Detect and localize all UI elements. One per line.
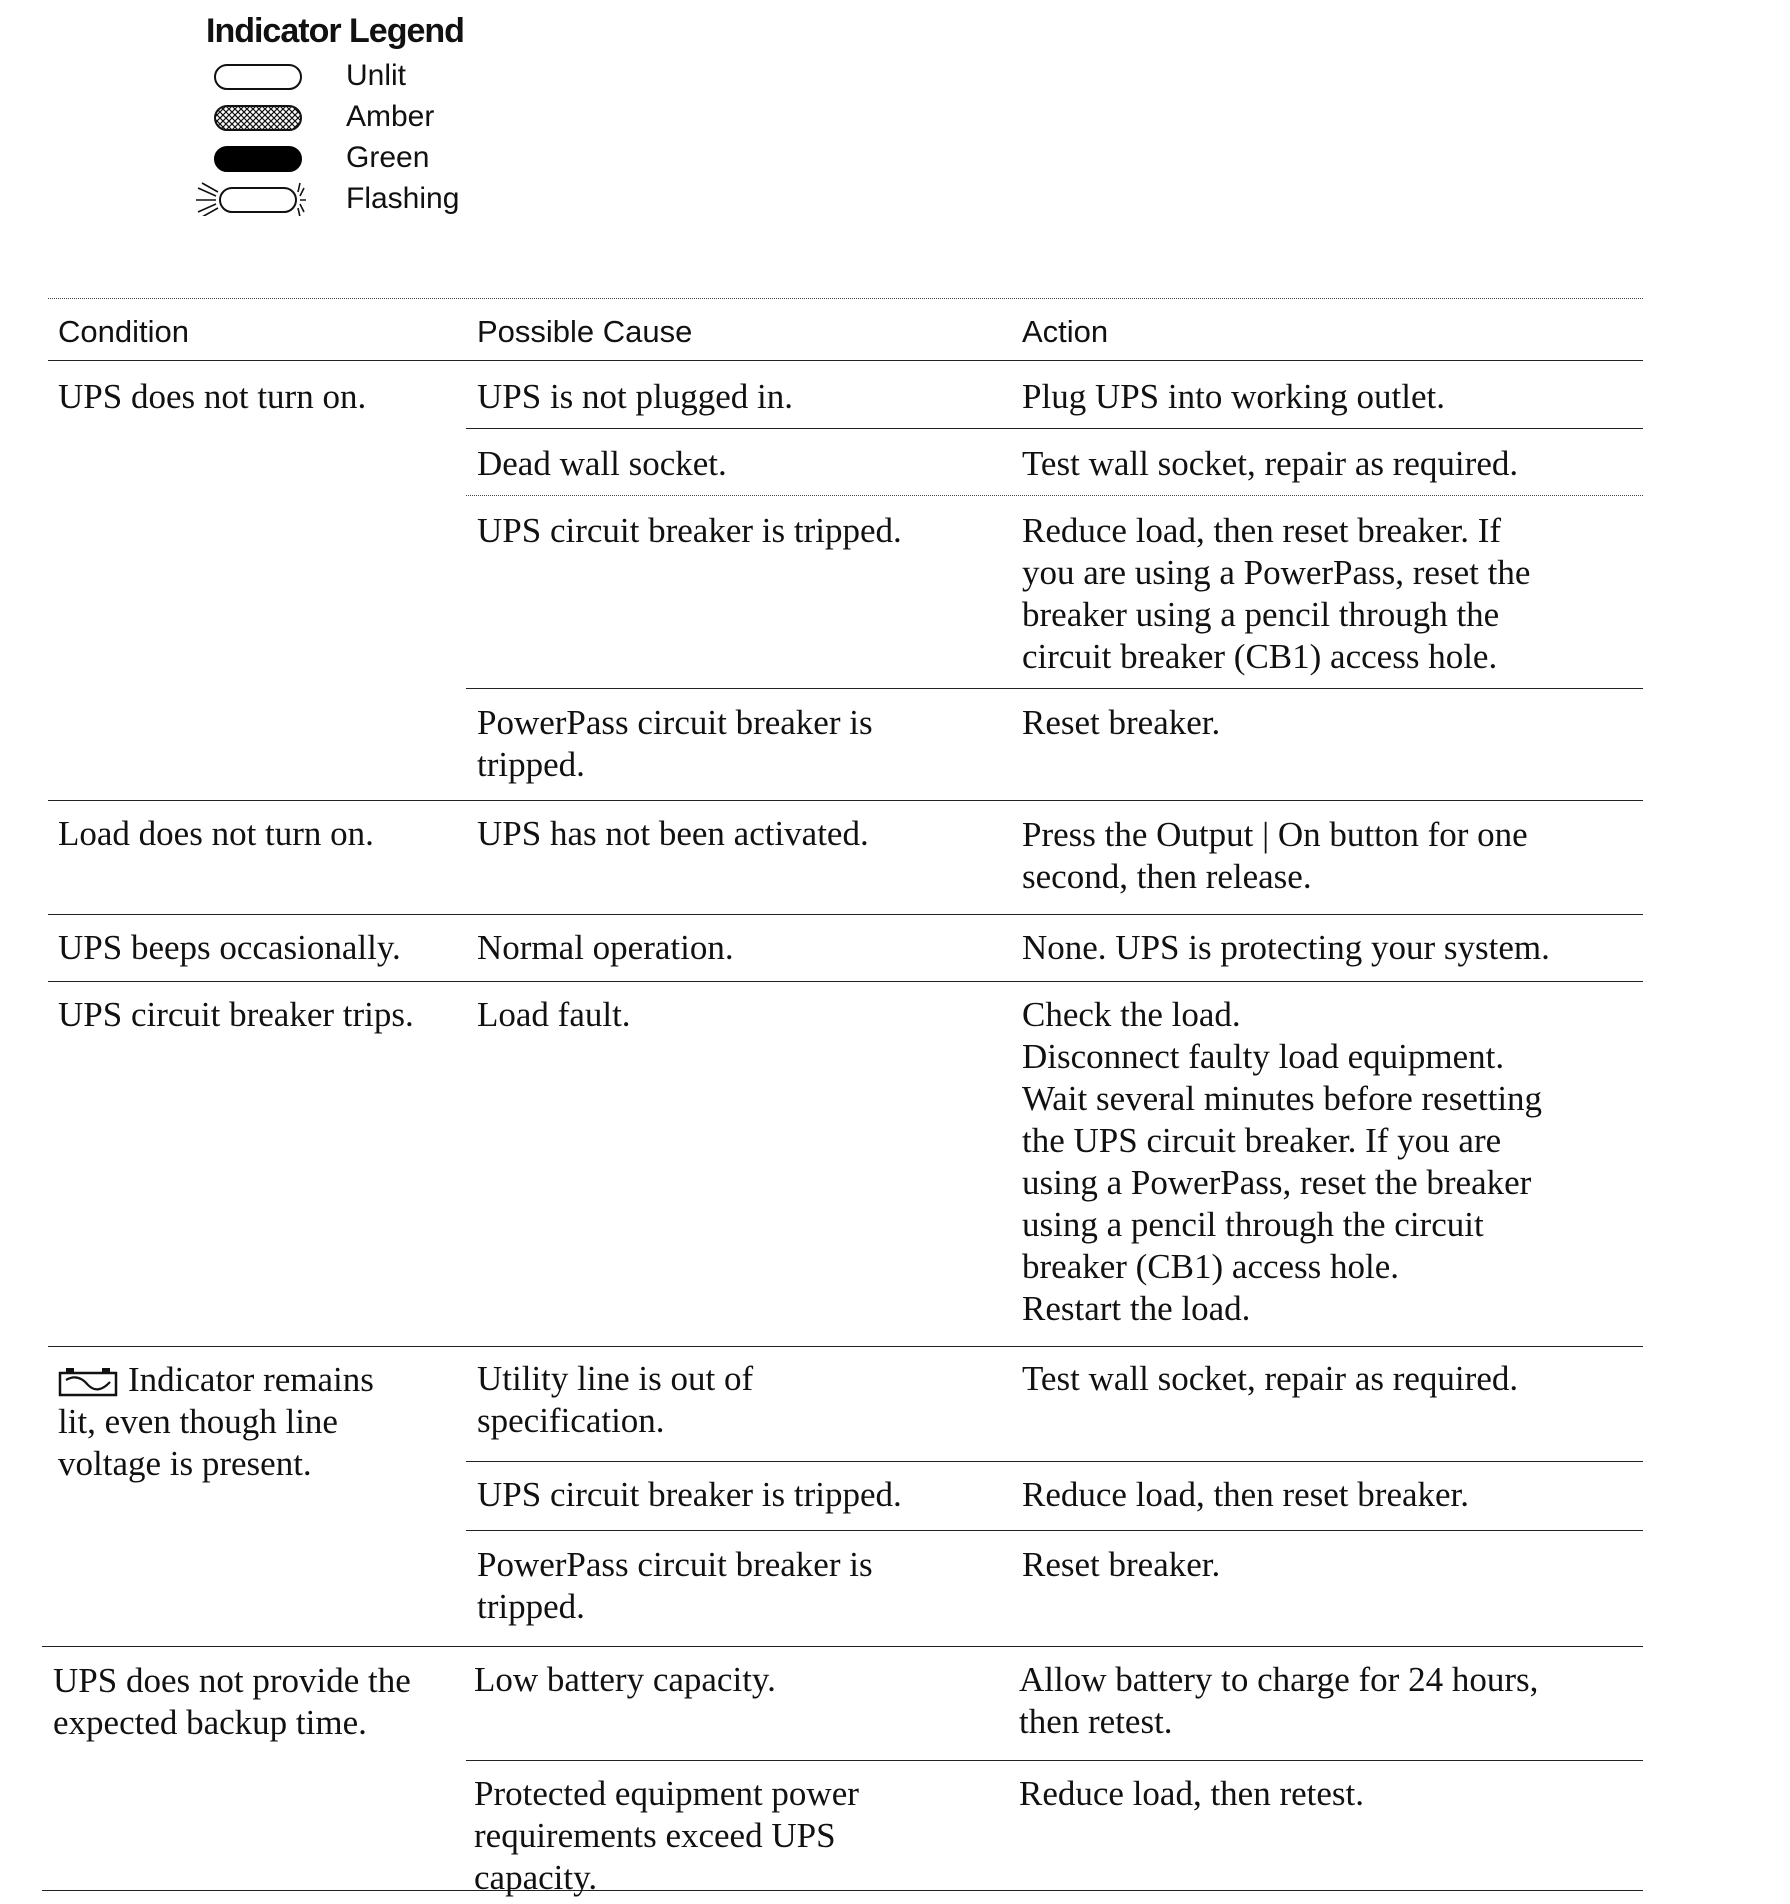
row-divider	[466, 495, 1643, 496]
action-cell: Reduce load, then reset breaker. If you are using a PowerPass, reset the breaker using a pencil through the circuit breaker (CB1) access hole.	[1022, 511, 1531, 676]
action-cell: Reset breaker.	[1022, 1545, 1221, 1584]
header-action: Action	[1022, 314, 1109, 349]
legend-label-amber: Amber	[346, 100, 435, 133]
action-cell: Reset breaker.	[1022, 703, 1221, 742]
action-cell: Reduce load, then retest.	[1019, 1774, 1365, 1813]
cause-cell: UPS circuit breaker is tripped.	[477, 1475, 902, 1514]
action-cell: Plug UPS into working outlet.	[1022, 377, 1445, 416]
row-divider	[466, 1760, 1643, 1761]
action-cell: Press the Output | On button for one second, then release.	[1022, 815, 1528, 896]
group-divider	[48, 800, 1643, 801]
action-cell: Reduce load, then reset breaker.	[1022, 1475, 1470, 1514]
cause-cell: Utility line is out of specification.	[477, 1359, 754, 1440]
cause-cell: UPS has not been activated.	[477, 814, 869, 853]
row-divider	[466, 428, 1643, 429]
table-top-rule	[48, 298, 1643, 299]
cause-cell: Normal operation.	[477, 928, 734, 967]
legend-label-green: Green	[346, 141, 430, 174]
legend-title: Indicator Legend	[206, 12, 464, 50]
cause-cell: Protected equipment power requirements exceed UPS capacity.	[474, 1774, 859, 1897]
cause-cell: Dead wall socket.	[477, 444, 727, 483]
row-divider	[466, 1530, 1643, 1531]
cause-cell: UPS circuit breaker is tripped.	[477, 511, 902, 550]
condition-cell: UPS circuit breaker trips.	[58, 995, 414, 1034]
action-cell: Test wall socket, repair as required.	[1022, 1359, 1519, 1398]
header-divider	[48, 360, 1643, 361]
action-cell: Test wall socket, repair as required.	[1022, 444, 1519, 483]
cause-cell: PowerPass circuit breaker is tripped.	[477, 703, 873, 784]
condition-cell: Indicator remains lit, even though line voltage is present.	[58, 1360, 374, 1483]
row-divider	[466, 688, 1643, 689]
condition-cell: UPS does not provide the expected backup time.	[53, 1661, 411, 1742]
action-cell: Check the load. Disconnect faulty load equipment. Wait several minutes before resetting the UPS circuit breaker. If you are using a PowerPass, reset the breaker using a pencil through the circuit breaker (CB1) access hole. Restart the load.	[1022, 995, 1543, 1328]
cause-cell: Load fault.	[477, 995, 631, 1034]
group-divider	[48, 981, 1643, 982]
cause-cell: Low battery capacity.	[474, 1660, 776, 1699]
action-cell: Allow battery to charge for 24 hours, then retest.	[1019, 1660, 1539, 1741]
group-divider	[48, 914, 1643, 915]
condition-cell: Load does not turn on.	[58, 814, 374, 853]
group-divider	[48, 1346, 1643, 1347]
row-divider	[466, 1461, 1643, 1462]
header-condition: Condition	[58, 314, 189, 349]
cause-cell: UPS is not plugged in.	[477, 377, 794, 416]
legend-label-unlit: Unlit	[346, 59, 407, 92]
condition-cell: UPS beeps occasionally.	[58, 928, 401, 967]
cause-cell: PowerPass circuit breaker is tripped.	[477, 1545, 873, 1626]
header-possible-cause: Possible Cause	[477, 314, 693, 349]
action-cell: None. UPS is protecting your system.	[1022, 928, 1550, 967]
condition-cell: UPS does not turn on.	[58, 377, 367, 416]
legend-label-flashing: Flashing	[346, 182, 460, 215]
group-divider	[42, 1646, 1643, 1647]
